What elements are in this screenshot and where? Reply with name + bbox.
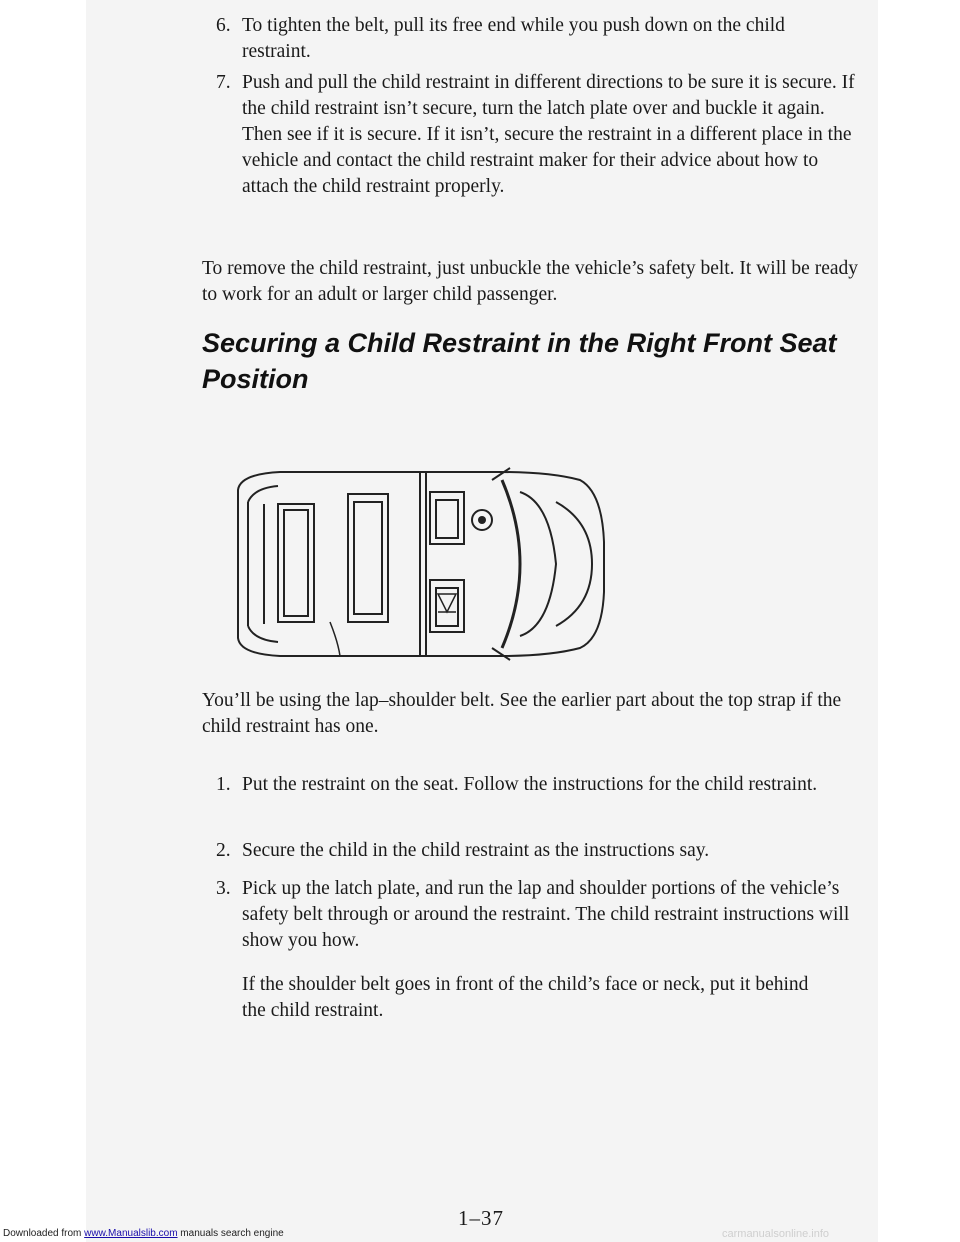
step-6: [216, 13, 856, 65]
step-number: 7.: [216, 72, 231, 93]
vehicle-top-view-illustration: [220, 462, 608, 664]
step-1: [216, 772, 856, 798]
download-footer: [3, 1228, 284, 1240]
page-number: 1–37: [458, 1206, 504, 1230]
manualslib-link[interactable]: www.Manualslib.com: [84, 1228, 178, 1239]
remove-paragraph: To remove the child restraint, just unbuckle the vehicle’s safety belt. It will be ready to work for an adult or larger child passenger.: [202, 258, 859, 305]
watermark: carmanualsonline.info: [722, 1228, 830, 1240]
footer-prefix: Downloaded from: [3, 1228, 85, 1239]
step-text: Pick up the latch plate, and run the lap and shoulder portions of the vehicle’s safety belt through or around the restraint. The child restraint instructions will show you how.: [242, 878, 850, 951]
step-text: Secure the child in the child restraint as the instructions say.: [242, 840, 710, 861]
step-number: 1.: [216, 774, 231, 795]
step-number: 3.: [216, 878, 231, 899]
step-text: To tighten the belt, pull its free end while you push down on the child restraint.: [242, 15, 785, 62]
step-text: Put the restraint on the seat. Follow the instructions for the child restraint.: [242, 774, 818, 795]
step-text: Push and pull the child restraint in different directions to be sure it is secure. If the child restraint isn’t secure, turn the latch plate over and buckle it again. Then see if it is secure. If it isn’t, secure the restraint in a different place in the vehicle and contact the child restraint maker for their advice about how to attach the child restraint properly.: [242, 72, 855, 197]
step-number: 6.: [216, 15, 231, 36]
step-2: [216, 838, 856, 864]
footer-suffix: manuals search engine: [177, 1228, 284, 1239]
step-number: 2.: [216, 840, 231, 861]
section-heading: Securing a Child Restraint in the Right Front Seat Position: [202, 328, 837, 394]
step-7: [216, 70, 856, 200]
step-3: [216, 876, 856, 954]
note-paragraph: If the shoulder belt goes in front of the child’s face or neck, put it behind the child restraint.: [242, 974, 809, 1021]
intro-paragraph: You’ll be using the lap–shoulder belt. See the earlier part about the top strap if the child restraint has one.: [202, 690, 842, 737]
